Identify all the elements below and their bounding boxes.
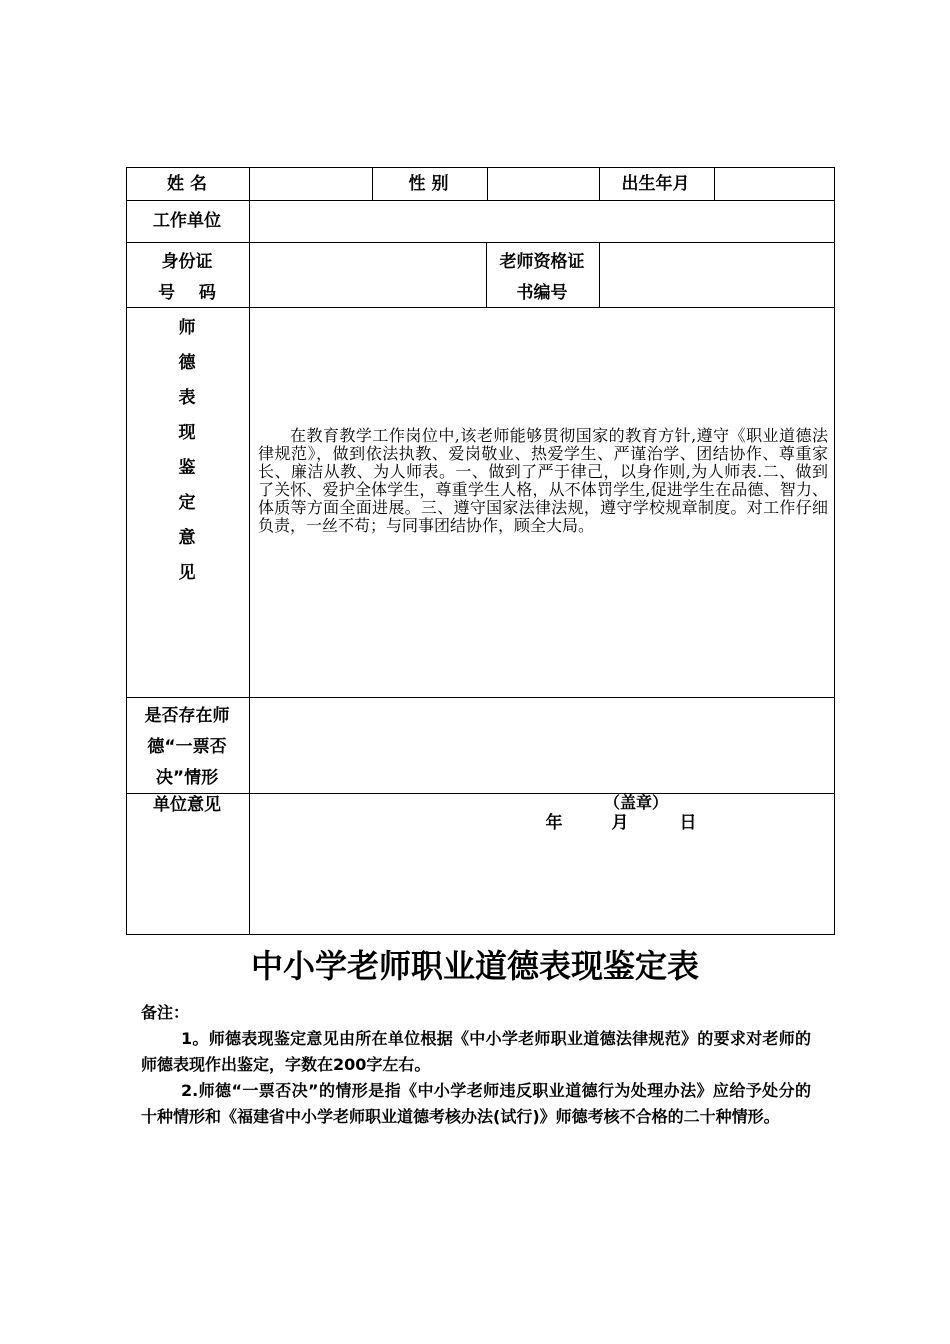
unit-opinion-label: 单位意见 [153,795,221,815]
teacher-cert-label [486,254,598,302]
work-unit-label: 工作单位 [153,211,221,231]
appraisal-label-char: 定 [178,493,196,513]
veto-label-line: 决”情形 [155,768,219,788]
date-year: 年 [545,813,563,833]
date-month: 月 [611,813,629,833]
appraisal-text: 在教育教学工作岗位中,该老师能够贯彻国家的教育方针,遵守《职业道德法律规范》，做到依法执教、爱岗敬业、热爱学生、严谨治学、团结协作、尊重家长、廉洁从教、为人师表。一、做到了严于律己，以身作则,为人师表.二、做到了关怀、爱护全体学生，尊重学生人格，从不体罚学生,促进学生在品德、智力、体质等方面全面进展。三、遵守国家法律法规，遵守学校规章制度。对工作仔细负责，一丝不苟；与同事团结协作，顾全大局。 [258,426,828,535]
veto-label-line: 是否存在师 [144,706,230,726]
appraisal-label-char: 见 [178,563,196,583]
seal-label: （盖章） [603,793,668,812]
appraisal-label-char: 现 [178,423,196,443]
appraisal-label-char: 德 [178,353,196,373]
gender-label: 性 别 [408,174,449,194]
appraisal-label-char: 师 [178,318,196,338]
appraisal-label [126,320,248,582]
column-divider [599,242,600,307]
notes-section [141,1000,811,1130]
id-label-line1: 身份证 [161,252,213,272]
note-item-1: 1。师德表现鉴定意见由所在单位根据《中小学老师职业道德法律规范》的要求对老师的师德表现作出鉴定，字数在200字左右。 [141,1029,811,1074]
name-label: 姓 名 [167,174,207,194]
notes-heading: 备注： [141,1003,190,1022]
id-number-label [126,254,248,302]
row-divider [127,242,835,243]
row-divider [127,200,835,201]
appraisal-label-char: 表 [178,388,196,408]
appraisal-label-char: 鉴 [178,458,196,478]
row-divider [127,697,835,698]
row-divider [127,307,835,308]
date-day: 日 [679,813,697,833]
column-divider [249,168,250,935]
cert-label-line1: 老师资格证 [499,252,585,272]
page-title: 中小学老师职业道德表现鉴定表 [250,947,699,985]
note-item-2: 2.师德“一票否决”的情形是指《中小学老师违反职业道德行为处理办法》应给予处分的十种情形和《福建省中小学老师职业道德考核办法(试行)》师德考核不合格的二十种情形。 [141,1081,811,1126]
column-divider [714,168,715,200]
veto-label [126,708,248,787]
column-divider [487,168,488,200]
id-label-line2: 号 码 [158,283,216,303]
row-divider [127,793,835,794]
veto-label-line: 德“一票否 [147,737,227,757]
appraisal-label-char: 意 [178,528,196,548]
birth-date-label: 出生年月 [621,174,690,194]
cert-label-line2: 书编号 [516,283,568,303]
